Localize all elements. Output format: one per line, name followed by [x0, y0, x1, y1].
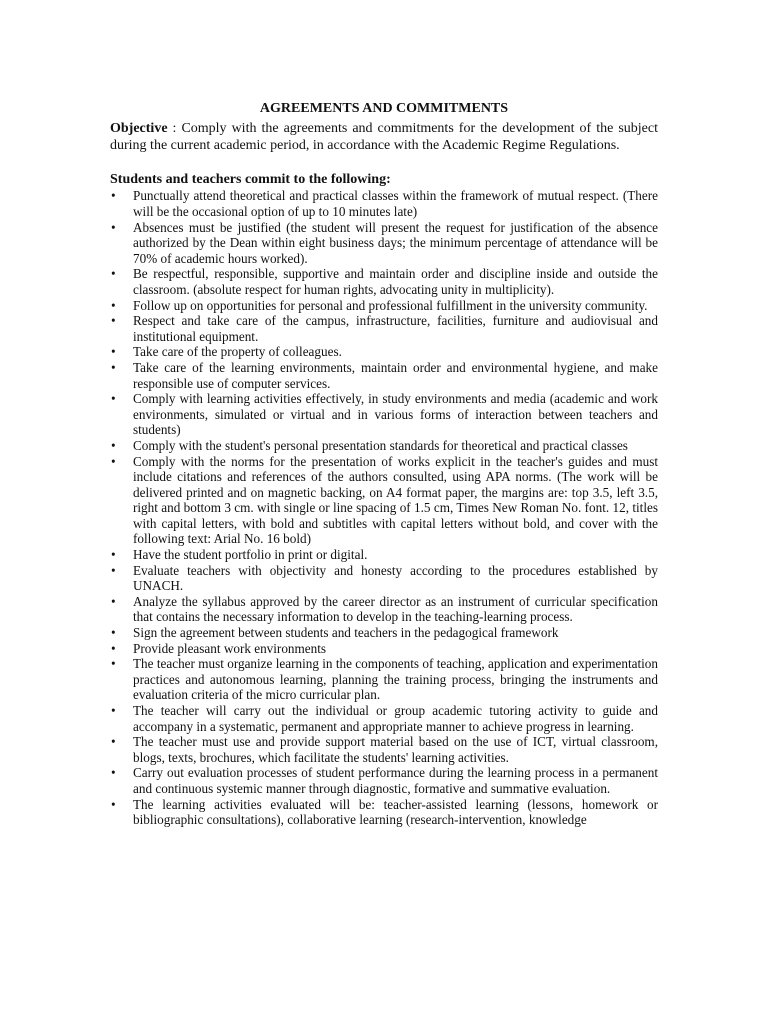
commitment-text: Take care of the property of colleagues. [133, 344, 342, 360]
bullet-icon: • [111, 765, 116, 781]
commitment-item [110, 344, 658, 360]
commitment-text: Comply with the norms for the presentation of works explicit in the teacher's guides and must include citations and references of the authors consulted, using APA norms. (The work will be delivered printed and on magnetic backing, on A4 format paper, the margins are: top 3.5, left 3.5, right and bottom 3 cm. with single or line spacing of 1.5 cm, Times New Roman No. font. 12, titles with capital letters, with bold and subtitles with capital letters without bold, and cover with the following text: Arial No. 16 bold) [133, 453, 658, 547]
bullet-icon: • [111, 453, 116, 469]
commitment-item [110, 360, 658, 391]
commitments-list [110, 188, 658, 827]
commitment-text: Follow up on opportunities for personal and professional fulfillment in the university community. [133, 297, 648, 313]
commitments-heading: Students and teachers commit to the following: [110, 172, 391, 188]
commitment-item [110, 625, 658, 641]
commitment-text: The teacher will carry out the individual or group academic tutoring activity to guide and accompany in a systematic, permanent and appropriate manner to achieve progress in learning. [133, 703, 658, 734]
commitment-text: Provide pleasant work environments [133, 640, 327, 656]
bullet-icon: • [111, 562, 116, 578]
objective-label: Objective [110, 121, 168, 136]
document-page [110, 100, 658, 828]
bullet-icon: • [111, 391, 116, 407]
bullet-icon: • [111, 437, 116, 453]
bullet-icon: • [111, 297, 116, 313]
commitment-text: Evaluate teachers with objectivity and honesty according to the procedures established by UNACH. [133, 562, 658, 594]
commitment-text: Have the student portfolio in print or digital. [133, 547, 368, 563]
commitment-item [110, 298, 658, 314]
commitment-text: The teacher must use and provide support material based on the use of ICT, virtual classroom, blogs, texts, brochures, which facilitate the students' learning activities. [133, 734, 658, 765]
bullet-icon: • [111, 703, 116, 718]
commitment-text: Punctually attend theoretical and practical classes within the framework of mutual respect. (There will be the occasional option of up to 10 minutes late) [133, 188, 658, 219]
commitment-item [110, 563, 658, 594]
commitment-item [110, 188, 658, 219]
commitment-text: Analyze the syllabus approved by the career director as an instrument of curricular specification that contains the necessary information to develop in the teaching-learning process. [133, 593, 658, 625]
commitment-item [110, 547, 658, 563]
bullet-icon: • [111, 796, 116, 812]
commitment-text: Carry out evaluation processes of student performance during the learning process in a permanent and continuous systemic manner through diagnostic, formative and summative evaluation. [133, 765, 658, 796]
commitment-item [110, 734, 658, 765]
bullet-icon: • [111, 640, 116, 656]
commitment-text: Take care of the learning environments, maintain order and environmental hygiene, and make responsible use of computer services. [133, 359, 658, 391]
commitment-item [110, 266, 658, 297]
bullet-icon: • [111, 344, 116, 360]
bullet-icon: • [111, 266, 116, 282]
commitment-text: Respect and take care of the campus, infrastructure, facilities, furniture and audiovisual and institutional equipment. [133, 313, 658, 344]
bullet-icon: • [111, 188, 116, 204]
commitment-item [110, 454, 658, 548]
bullet-icon: • [111, 313, 116, 329]
bullet-icon: • [111, 359, 116, 375]
commitment-text: Comply with the student's personal presentation standards for theoretical and practical classes [133, 437, 628, 453]
commitment-item [110, 703, 658, 734]
commitment-item [110, 438, 658, 454]
bullet-icon: • [111, 656, 116, 672]
commitment-text: Comply with learning activities effectively, in study environments and media (academic and work environments, simulated or virtual and in various forms of interaction between teachers and students) [133, 391, 658, 438]
commitment-text: The teacher must organize learning in the components of teaching, application and experimentation practices and autonomous learning, planning the training process, bringing the instruments and evaluation criteria of the micro curricular plan. [133, 656, 658, 703]
bullet-icon: • [111, 734, 116, 750]
document-title: AGREEMENTS AND COMMITMENTS [259, 101, 509, 116]
commitment-item [110, 656, 658, 703]
bullet-icon: • [111, 593, 116, 609]
commitment-text: Sign the agreement between students and teachers in the pedagogical framework [133, 625, 559, 641]
objective-text: : Comply with the agreements and commitments for the development of the subject during the current academic period, in accordance with the Academic Regime Regulations. [110, 121, 658, 154]
bullet-icon: • [111, 547, 116, 563]
commitment-item [110, 313, 658, 344]
bullet-icon: • [111, 219, 116, 235]
commitment-text: Be respectful, responsible, supportive and maintain order and discipline inside and outside the classroom. (absolute respect for human rights, advocating unity in multiplicity). [133, 266, 658, 297]
commitment-item [110, 797, 658, 828]
commitment-text: Absences must be justified (the student will present the request for justification of the absence authorized by the Dean within eight business days; the minimum percentage of attendance will be 70% of academic hours worked). [133, 219, 658, 266]
commitment-item [110, 220, 658, 267]
commitment-item [110, 641, 658, 657]
commitment-text: The learning activities evaluated will be: teacher-assisted learning (lessons, homework or bibliographic consultations), collaborative learning (research-intervention, knowledge [133, 796, 658, 828]
commitment-item [110, 594, 658, 625]
commitment-item [110, 391, 658, 438]
bullet-icon: • [111, 625, 116, 641]
commitment-item [110, 765, 658, 796]
objective-paragraph [110, 120, 658, 154]
